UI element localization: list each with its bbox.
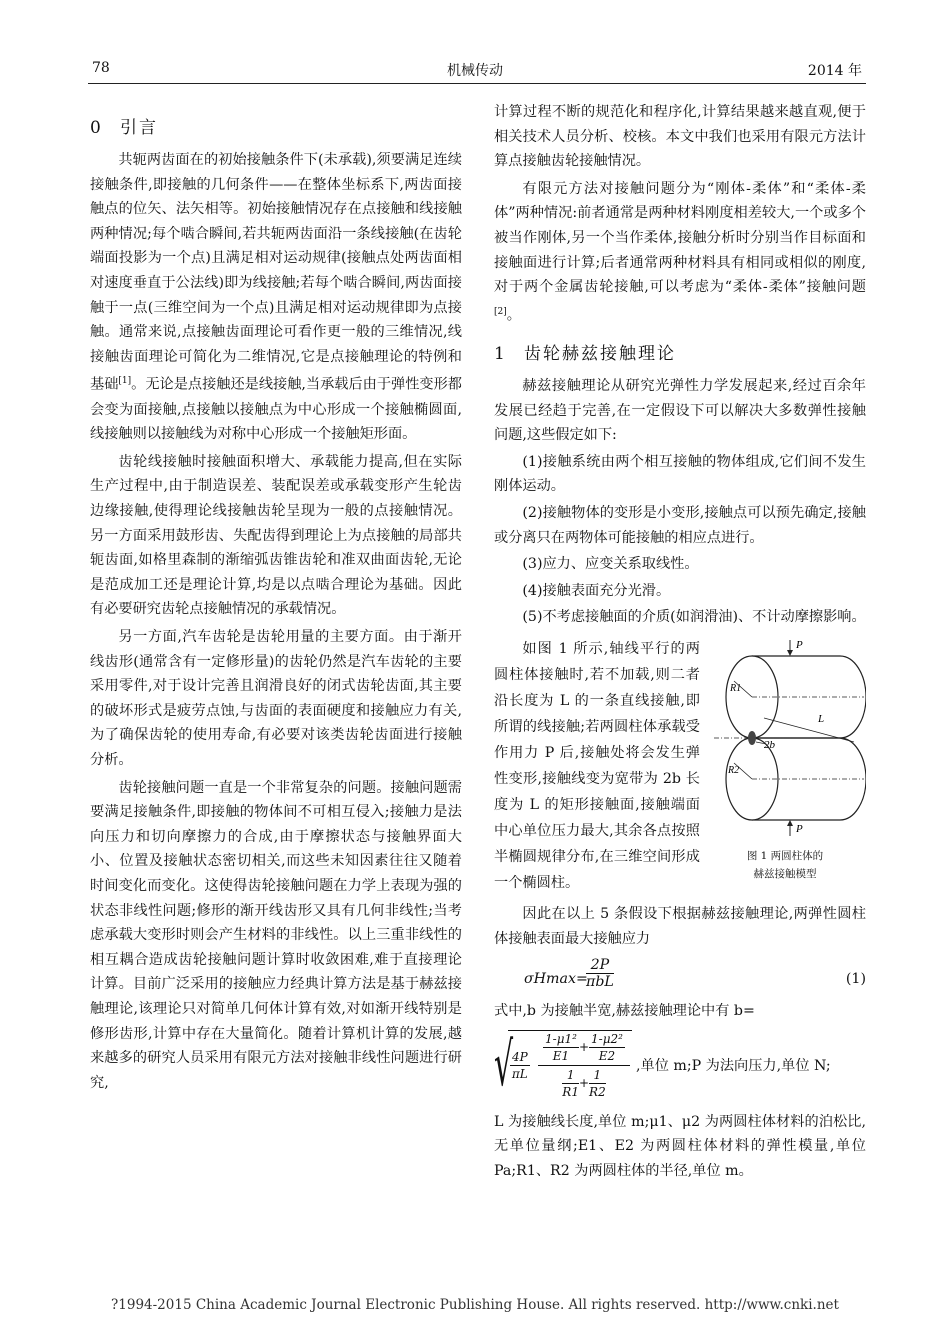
assumption-item: (5)不考虑接触面的介质(如润滑油)、不计动摩擦影响。 bbox=[522, 609, 866, 626]
b-denominator: πL bbox=[511, 1066, 528, 1081]
mu2-term bbox=[589, 1031, 625, 1064]
paragraph bbox=[90, 148, 462, 447]
equation-label: (1) bbox=[845, 971, 866, 988]
right-column bbox=[494, 100, 866, 1184]
two-cylinders-diagram bbox=[704, 636, 866, 836]
r2-numerator: 1 bbox=[589, 1067, 606, 1084]
label-r2: R2 bbox=[728, 765, 740, 777]
paragraph: L 为接触线长度,单位 m;μ1、μ2 为两圆柱体材料的泊松比,无单位量纲;E1、E2 为两圆柱体材料的弹性模量,单位 Pa;R1、R2 为两圆柱体的半径,单位 m。 bbox=[494, 1113, 866, 1179]
section-number: 0 bbox=[90, 118, 101, 138]
paragraph: 赫兹接触理论从研究光弹性力学发展起来,经过百余年发展已经趋于完善,在一定假设下可以解决大多数弹性接触问题,这些假定如下: bbox=[494, 378, 866, 444]
mu1-denominator: E1 bbox=[552, 1048, 570, 1063]
paragraph: 另一方面,汽车齿轮是齿轮用量的主要方面。由于渐开线齿形(通常含有一定修形量)的齿轮仍然是汽车齿轮的主要采用零件,对于设计完善且润滑良好的闭式齿轮齿面,其主要的破坏形式是疲劳点蚀,与齿面的表面硬度和接触应力有关,为了确保齿轮的使用寿命,有必要对该类齿轮齿面进行接触分析。 bbox=[90, 629, 462, 768]
contact-patch bbox=[748, 731, 756, 745]
section-title: 齿轮赫兹接触理论 bbox=[524, 344, 676, 365]
paragraph: 计算过程不断的规范化和程序化,计算结果越来越直观,便于相关技术人员分析、校核。本文中我们也采用有限元方法计算点接触齿轮接触情况。 bbox=[494, 104, 866, 170]
paragraph: 齿轮接触问题一直是一个非常复杂的问题。接触问题需要满足接触条件,即接触的物体间不可相互侵入;接触力是法向压力和切向摩擦力的合成,由于摩擦状态与接触界面大小、位置及接触状态密切相关,而这些未知因素往往又随着时间变化而变化。这使得齿轮接触问题在力学上表现为强的状态非线性问题;修形的渐开线齿形又具有几何非线性;当考虑承载大变形时则会产生材料的非线性。以上三重非线性的相互耦合造成齿轮接触问题计算时收敛困难,难于直接理论计算。目前广泛采用的接触应力经典计算方法是基于赫兹接触理论,该理论只对简单几何体计算有效,对如渐开线特别是修形齿形,计算中存在大量简化。随着计算机计算的发展,越来越多的研究人员采用有限元方法对接触非线性问题进行研究, bbox=[90, 779, 462, 1091]
section-heading-1 bbox=[494, 334, 866, 374]
r2-denominator: R2 bbox=[589, 1084, 606, 1099]
b-formula-tail: ,单位 m;P 为法向压力,单位 N; bbox=[636, 1057, 831, 1074]
figure-wrap bbox=[494, 636, 866, 896]
paragraph-text: 共轭两齿面在的初始接触条件下(未承载),须要满足连续接触条件,即接触的几何条件——在整体坐标系下,两齿面接触点的位矢、法矢相等。初始接触情况存在点接触和线接触两种情况;每个啮合瞬间,若共轭两齿面沿一条线接触(在齿轮端面投影为一个点)且满足相对运动规律(接触点处两齿面相对速度垂直于公法线)即为线接触;若每个啮合瞬间,两齿面接触于一点(三维空间为一个点)且满足相对运动规律即为点接触。通常来说,点接触齿面理论可看作更一般的三维情况,线接触齿面理论可简化为二维情况,它是点接触理论的特例和基础 bbox=[90, 152, 462, 394]
left-column bbox=[90, 108, 462, 1095]
section-number: 1 bbox=[494, 344, 505, 365]
figure-paragraph: 如图 1 所示,轴线平行的两圆柱体接触时,若不加载,则二者沿长度为 L 的一条直线接触,即所谓的线接触;若两圆柱体承载受作用力 P 后,接触处将会发生弹性变形,接触线变为宽带为 2b 长度为 L 的矩形接触面,接触端面中心单位压力最大,其余各点按照半椭圆规律分布,在三维空间形成一个椭圆柱。 bbox=[494, 641, 700, 892]
paragraph: 因此在以上 5 条假设下根据赫兹接触理论,两弹性圆柱体接触表面最大接触应力 bbox=[494, 906, 866, 947]
journal-year: 2014 年 bbox=[807, 63, 862, 79]
assumption-item: (4)接触表面充分光滑。 bbox=[522, 582, 671, 599]
page-number: 78 bbox=[92, 60, 110, 76]
paragraph: 式中,b 为接触半宽,赫兹接触理论中有 b= bbox=[494, 1003, 755, 1020]
equation-1 bbox=[494, 955, 866, 999]
figure-caption-line2: 赫兹接触模型 bbox=[753, 867, 817, 880]
equation-lhs: σHmax= bbox=[524, 971, 588, 988]
paragraph-text: 。无论是点接触还是线接触,当承载后由于弹性变形都会变为面接触,点接触以接触点为中心形成一个接触椭圆面,线接触则以接触线为对称中心形成一个接触矩形面。 bbox=[90, 377, 462, 443]
citation[interactable]: [1] bbox=[118, 376, 132, 387]
paragraph-text: 。 bbox=[506, 307, 521, 324]
assumption-item: (1)接触系统由两个相互接触的物体组成,它们间不发生刚体运动。 bbox=[494, 453, 866, 495]
citation[interactable]: [2] bbox=[494, 306, 507, 317]
b-formula-line bbox=[494, 1024, 866, 1110]
assumption-item: (2)接触物体的变形是小变形,接触点可以预先确定,接触或分离只在两物体可能接触的相应点进行。 bbox=[494, 505, 866, 546]
mu1-term bbox=[543, 1031, 579, 1064]
paragraph-text: 有限元方法对接触问题分为“刚体-柔体”和“柔体-柔体”两种情况:前者通常是两种材料刚度相差较大,一个或多个被当作刚体,另一个当作柔体,接触分析时分别当作目标面和接触面进行计算;后者通常两种材料具有相同或相似的刚度,对于两个金属齿轮接触,可以考虑为“柔体-柔体”接触问题 bbox=[494, 180, 866, 296]
section-title: 引言 bbox=[120, 118, 158, 138]
r1-denominator: R1 bbox=[562, 1084, 579, 1099]
sqrt-sign: √ bbox=[494, 1029, 514, 1100]
section-heading-intro bbox=[90, 108, 462, 148]
mu1-numerator: 1-μ1² bbox=[545, 1031, 577, 1046]
label-l: L bbox=[818, 713, 825, 726]
label-p-top: P bbox=[796, 639, 803, 652]
mu2-numerator: 1-μ2² bbox=[591, 1031, 623, 1046]
paragraph bbox=[494, 177, 866, 328]
b-fraction bbox=[510, 1049, 530, 1082]
label-p-bottom: P bbox=[796, 823, 803, 836]
r1-term bbox=[562, 1067, 579, 1100]
figure-caption-line1: 图 1 两圆柱体的 bbox=[746, 849, 824, 862]
label-r1: R1 bbox=[730, 683, 742, 695]
mu2-denominator: E2 bbox=[598, 1048, 616, 1063]
r2-term bbox=[589, 1067, 606, 1100]
label-2b: 2b bbox=[764, 739, 775, 752]
figure-1 bbox=[704, 636, 866, 880]
header-rule bbox=[88, 83, 866, 84]
r1-numerator: 1 bbox=[562, 1067, 579, 1084]
paragraph: 齿轮线接触时接触面积增大、承载能力提高,但在实际生产过程中,由于制造误差、装配误差或承载变形产生轮齿边缘接触,使得理论线接触齿轮呈现为一般的点接触情况。另一方面采用鼓形齿、失配齿得到理论上为点接触的局部共轭齿面,如格里森制的渐缩弧齿锥齿轮和准双曲面齿轮,无论是范成加工还是理论计算,均是以点啮合理论为基础。因此有必要研究齿轮点接触情况的承载情况。 bbox=[90, 453, 462, 618]
b-numerator: 4P bbox=[512, 1049, 528, 1064]
equation-denominator: πbL bbox=[586, 974, 614, 991]
copyright-footer: ?1994-2015 China Academic Journal Electronic Publishing House. All rights reserved. http://www.cnki.net bbox=[111, 1297, 839, 1313]
equation-fraction bbox=[586, 957, 614, 990]
equation-numerator: 2P bbox=[586, 957, 614, 974]
journal-name: 机械传动 bbox=[447, 63, 503, 79]
assumption-item: (3)应力、应变关系取线性。 bbox=[522, 556, 699, 573]
b-big-fraction: $\frac{\text{1-μ1²}}{E1}$ + $\frac{\text{1-μ2²}}{E2}$ $\frac{1}{R1}$ + $\frac{1}{R2}$ bbox=[538, 1031, 630, 1100]
